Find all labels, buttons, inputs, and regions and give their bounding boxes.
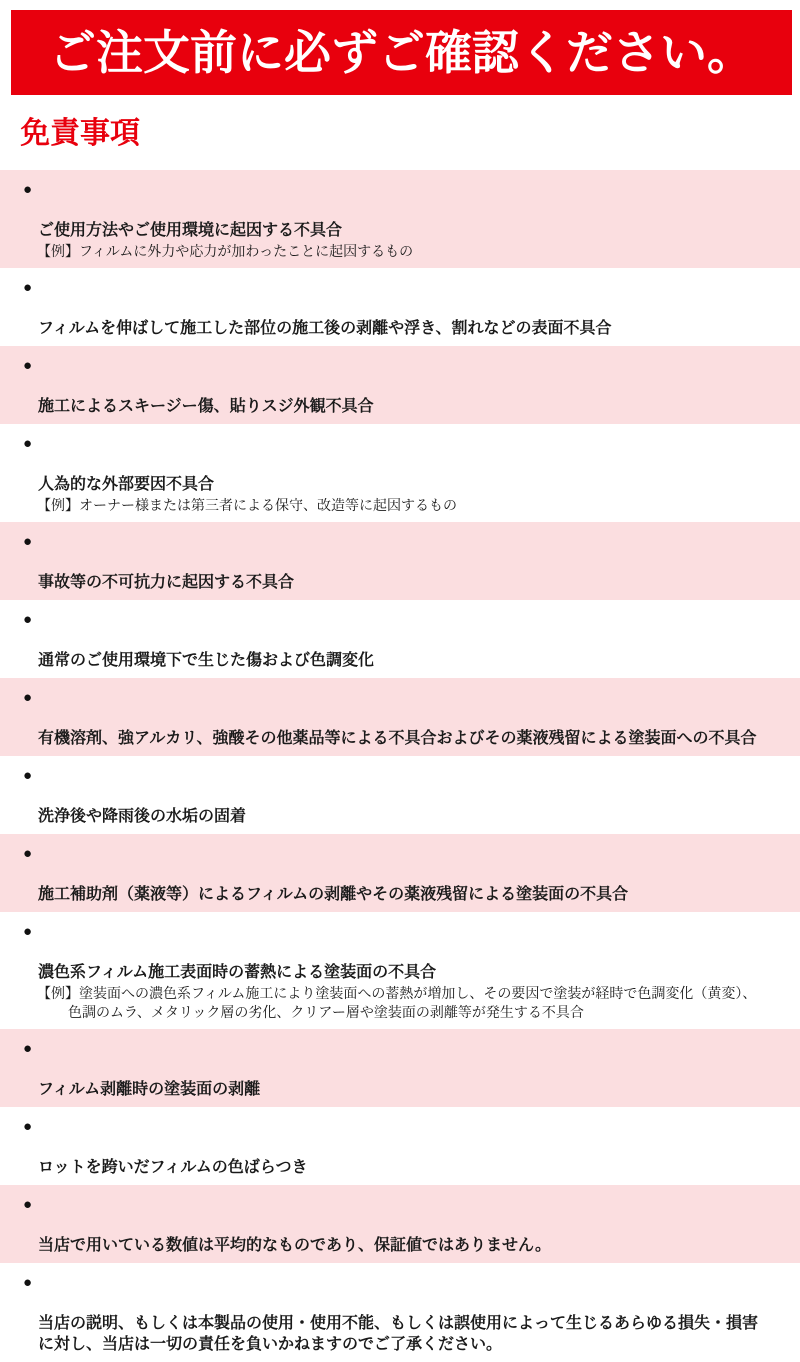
list-item — [0, 834, 800, 912]
bullet-icon: ● — [23, 1274, 33, 1291]
list-item — [0, 1263, 800, 1362]
item-example: 【例】オーナー様または第三者による保守、改造等に起因するもの — [37, 497, 457, 513]
list-item — [0, 756, 800, 834]
list-item — [0, 912, 800, 1029]
item-text: 当店の説明、もしくは本製品の使用・使用不能、もしくは誤使用によって生じるあらゆる損失・損害 に対し、当店は一切の責任を負いかねますのでご了承ください。 — [38, 1315, 759, 1353]
list-item — [0, 678, 800, 756]
item-text: 濃色系フィルム施工表面時の蓄熱による塗装面の不具合 — [38, 964, 437, 981]
item-text: 有機溶剤、強アルカリ、強酸その他薬品等による不具合およびその薬液残留による塗装面への不具合 — [38, 730, 757, 747]
item-text: 洗浄後や降雨後の水垢の固着 — [38, 808, 247, 825]
bullet-icon: ● — [23, 279, 33, 296]
bullet-icon: ● — [23, 923, 33, 940]
list-item — [0, 170, 800, 268]
bullet-icon: ● — [23, 845, 33, 862]
item-text: 施工補助剤（薬液等）によるフィルムの剥離やその薬液残留による塗装面の不具合 — [38, 886, 629, 903]
bullet-icon: ● — [23, 181, 33, 198]
list-item — [0, 346, 800, 424]
item-text: 施工によるスキージー傷、貼りスジ外観不具合 — [38, 398, 374, 415]
list-item — [0, 1029, 800, 1107]
item-text: 人為的な外部要因不具合 — [38, 476, 215, 493]
attention-banner — [11, 10, 792, 95]
item-text: フィルムを伸ばして施工した部位の施工後の剥離や浮き、割れなどの表面不具合 — [38, 320, 612, 337]
disclaimer-page — [0, 10, 800, 1353]
bullet-icon: ● — [23, 689, 33, 706]
list-item — [0, 268, 800, 346]
page-title: 免責事項 — [20, 117, 140, 150]
item-text: 事故等の不可抗力に起因する不具合 — [38, 574, 295, 591]
list-item — [0, 424, 800, 522]
item-text: フィルム剥離時の塗装面の剥離 — [38, 1081, 261, 1098]
list-item — [0, 1185, 800, 1263]
list-item — [0, 600, 800, 678]
item-text: 通常のご使用環境下で生じた傷および色調変化 — [38, 652, 375, 669]
bullet-icon: ● — [23, 357, 33, 374]
bullet-icon: ● — [23, 1196, 33, 1213]
attention-banner-text: ご注文前に必ずご確認ください。 — [49, 26, 754, 79]
item-example: 【例】フィルムに外力や応力が加わったことに起因するもの — [37, 243, 414, 259]
list-item — [0, 1107, 800, 1185]
bullet-icon: ● — [23, 533, 33, 550]
bullet-icon: ● — [23, 1040, 33, 1057]
disclaimer-list — [0, 170, 800, 1362]
item-example: 【例】塗装面への濃色系フィルム施工により塗装面への蓄熱が増加し、その要因で塗装が経時で色調変化（黄変）、 色調のムラ、メタリック層の劣化、クリアー層や塗装面の剥離等が発生する不具合 — [37, 985, 757, 1020]
bullet-icon: ● — [23, 611, 33, 628]
bullet-icon: ● — [23, 767, 33, 784]
list-item — [0, 522, 800, 600]
bullet-icon: ● — [23, 1118, 33, 1135]
item-text: ロットを跨いだフィルムの色ばらつき — [38, 1159, 308, 1176]
item-text: 当店で用いている数値は平均的なものであり、保証値ではありません。 — [38, 1237, 551, 1254]
item-text: ご使用方法やご使用環境に起因する不具合 — [38, 222, 343, 239]
bullet-icon: ● — [23, 435, 33, 452]
